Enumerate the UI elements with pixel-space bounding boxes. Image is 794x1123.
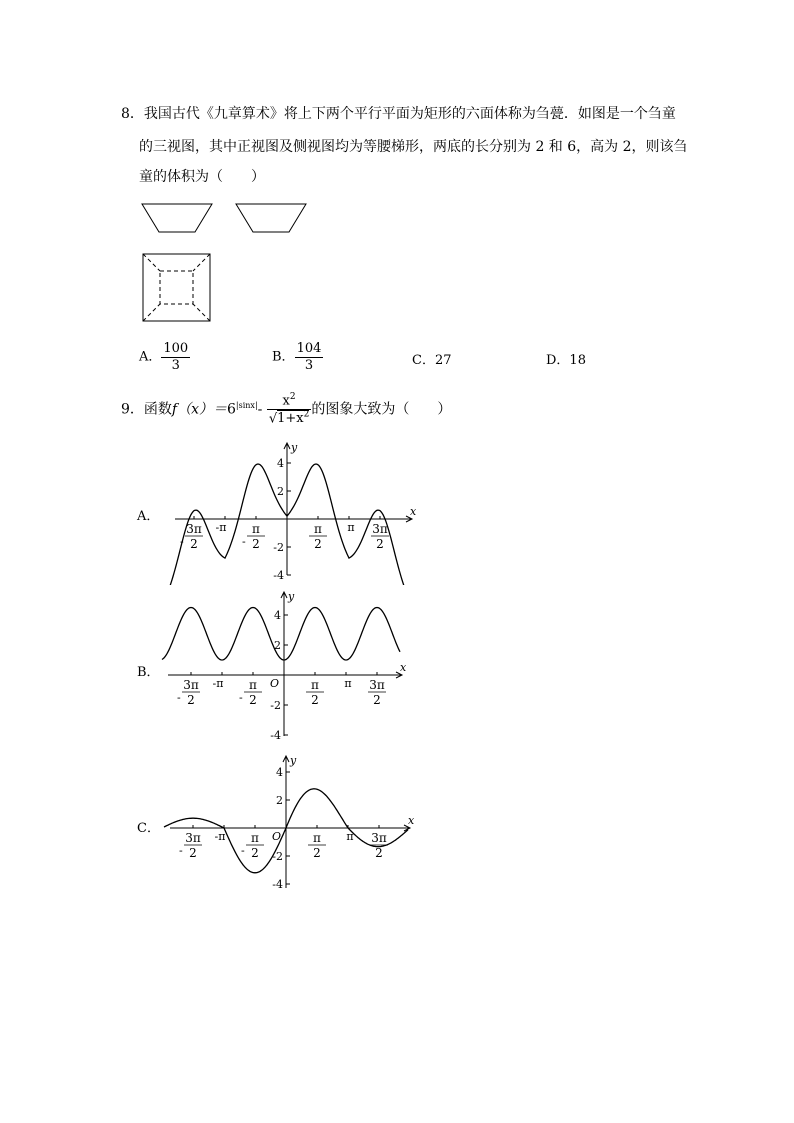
x-label-neg-3pi-2-den: 2: [187, 693, 195, 707]
y-tick-label--4: -4: [272, 878, 283, 891]
origin-label: O: [272, 830, 282, 843]
origin-label: O: [270, 677, 280, 690]
x-label-neg-3pi-2-minus: -: [180, 535, 184, 548]
q8-line2: 的三视图，其中正视图及侧视图均为等腰梯形，两底的长分别为 2 和 6，高为 2，则该刍: [139, 139, 688, 155]
y-tick-label--2: -2: [273, 541, 284, 554]
x-label-pi-2-num: π: [313, 831, 321, 845]
x-label-neg-3pi-2-num: 3π: [183, 678, 199, 692]
x-label: x: [410, 505, 417, 518]
q8-option-b[interactable]: B． $\frac{104}{3}$: [272, 341, 322, 373]
x-label-neg-pi-2-minus: -: [242, 535, 246, 548]
x-label-neg-pi-2-num: π: [252, 522, 260, 536]
x-label-neg-pi-2-minus: -: [239, 691, 243, 704]
x-label-pi-2-den: 2: [311, 693, 319, 707]
y-tick-label--4: -4: [270, 729, 281, 742]
y-label: y: [290, 754, 297, 767]
x-label-neg-3pi-2-minus: -: [177, 691, 181, 704]
x-label-3pi-2-num: 3π: [371, 831, 387, 845]
x-label-neg-pi: -π: [215, 521, 227, 534]
x-label-neg-pi: -π: [212, 677, 224, 690]
x-label: x: [408, 814, 415, 827]
x-label-neg-3pi-2-num: 3π: [185, 831, 201, 845]
y-tick-label-4: 4: [276, 766, 283, 779]
x-label-pi-2-num: π: [314, 522, 322, 536]
x-label-neg-pi-2-den: 2: [251, 846, 259, 860]
side-view-trapezoid: [236, 204, 306, 232]
q8-line3: 童的体积为（ ）: [139, 169, 265, 185]
q9-stem: 9．函数$f(x)=6^{|sinx|}-$ $\frac{x^2}{√1+x^2}$ 的图象大致为（ ）: [121, 392, 452, 427]
x-label: x: [400, 661, 407, 674]
x-label-pi-2-den: 2: [313, 846, 321, 860]
x-label-neg-pi: -π: [214, 830, 226, 843]
q8-option-c[interactable]: C．27: [412, 353, 452, 368]
y-tick-label--2: -2: [270, 699, 281, 712]
x-label-neg-pi-2-num: π: [249, 678, 257, 692]
x-label-3pi-2-den: 2: [375, 846, 383, 860]
y-tick-label-4: 4: [277, 457, 284, 470]
x-label-neg-pi-2-den: 2: [249, 693, 257, 707]
y-label: y: [288, 590, 295, 603]
q8-option-a[interactable]: A． $\frac{100}{3}$: [139, 341, 189, 373]
x-label-neg-3pi-2-den: 2: [190, 537, 198, 551]
x-label-pi-2-den: 2: [314, 537, 322, 551]
x-label-pi: π: [347, 521, 355, 534]
graph-b: [150, 588, 420, 743]
x-label-pi-2-num: π: [311, 678, 319, 692]
y-tick-label-2: 2: [276, 794, 283, 807]
q9-option-b-label[interactable]: B．: [137, 665, 160, 680]
q9-option-a-label[interactable]: A．: [137, 509, 160, 524]
x-label-neg-3pi-2-minus: -: [179, 844, 183, 857]
three-view-figure: [140, 200, 310, 325]
x-label-pi: π: [346, 830, 354, 843]
y-tick-label--4: -4: [273, 569, 284, 582]
graph-b-curve: [162, 608, 400, 661]
top-view-inner: [160, 271, 193, 304]
x-label-3pi-2-den: 2: [373, 693, 381, 707]
y-tick-label--2: -2: [272, 850, 283, 863]
graph-c: [150, 748, 420, 898]
y-tick-label-4: 4: [274, 609, 281, 622]
x-label-neg-pi-2-minus: -: [241, 844, 245, 857]
q9-option-c-label[interactable]: C．: [137, 821, 160, 836]
y-label: y: [291, 441, 298, 454]
x-label-neg-pi-2-num: π: [251, 831, 259, 845]
q8-line1: 8．我国古代《九章算术》将上下两个平行平面为矩形的六面体称为刍甍．如图是一个刍童: [121, 106, 676, 122]
y-tick-label-2: 2: [274, 639, 281, 652]
x-label-pi: π: [344, 677, 352, 690]
q9-fraction: $\frac{x^2}{√1+x^2}$: [268, 392, 310, 427]
x-label-3pi-2-num: 3π: [372, 522, 388, 536]
front-view-trapezoid: [142, 204, 212, 232]
graph-a: [150, 435, 420, 585]
x-label-neg-3pi-2-den: 2: [189, 846, 197, 860]
x-label-3pi-2-num: 3π: [369, 678, 385, 692]
y-tick-label-2: 2: [277, 485, 284, 498]
x-label-neg-3pi-2-num: 3π: [186, 522, 202, 536]
x-label-3pi-2-den: 2: [376, 537, 384, 551]
x-label-neg-pi-2-den: 2: [252, 537, 260, 551]
q8-option-d[interactable]: D．18: [546, 353, 586, 368]
